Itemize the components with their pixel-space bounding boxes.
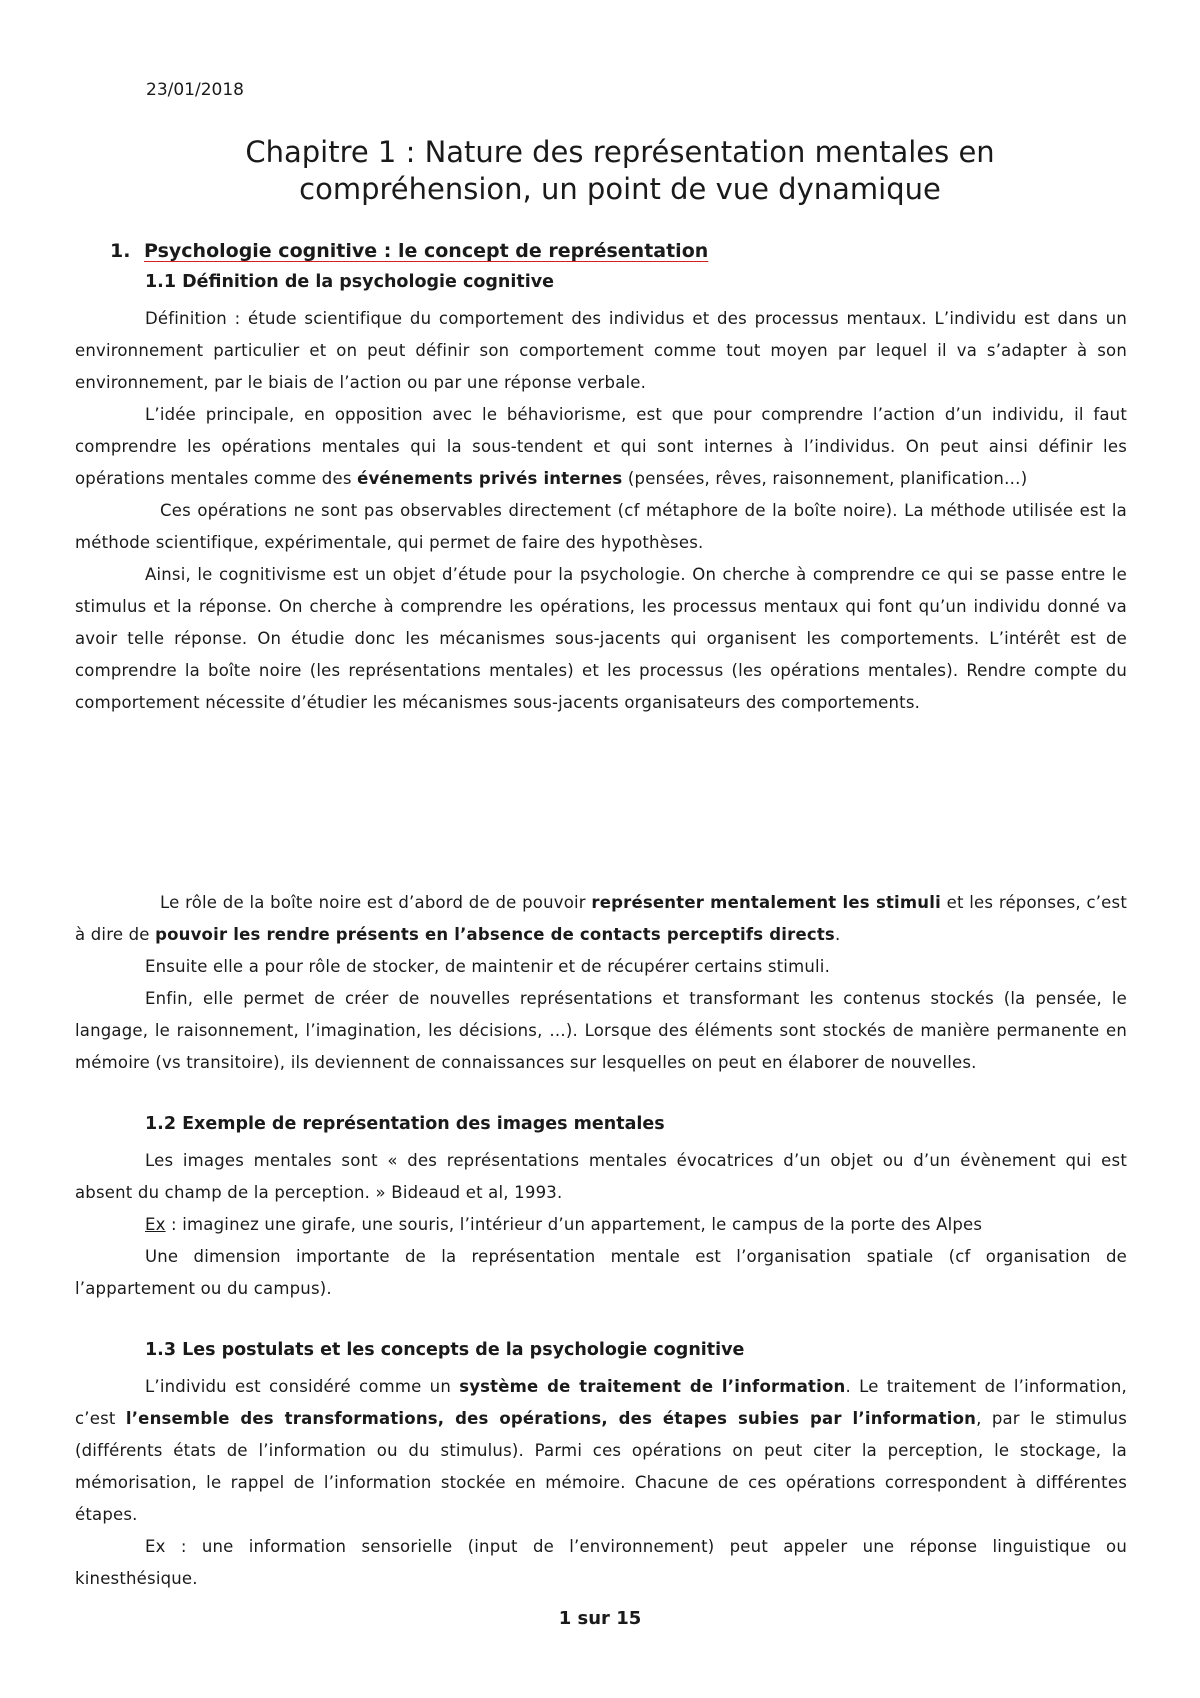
paragraph-exemple-information: Ex : une information sensorielle (input de l’environnement) peut appeler une réponse linguistique ou kinesthésique. bbox=[75, 1537, 1127, 1588]
section-1-title: Psychologie cognitive : le concept de représentation bbox=[144, 240, 709, 262]
bold-run: pouvoir les rendre présents en l’absence de contacts perceptifs directs bbox=[155, 925, 835, 944]
bold-run: l’ensemble des transformations, des opérations, des étapes subies par l’information bbox=[125, 1409, 977, 1428]
section-1-3-heading: 1.3 Les postulats et les concepts de la psychologie cognitive bbox=[145, 1340, 745, 1360]
ex-label: Ex bbox=[145, 1215, 166, 1234]
paragraph-operations: Ces opérations ne sont pas observables directement (cf métaphore de la boîte noire). La méthode utilisée est la méthode scientifique, expérimentale, qui permet de faire des hypothèses. bbox=[75, 501, 1127, 552]
paragraph-stocker: Ensuite elle a pour rôle de stocker, de maintenir et de récupérer certains stimuli. bbox=[145, 957, 831, 976]
text-run: L’individu est considéré comme un bbox=[145, 1377, 460, 1396]
section-1-2-body bbox=[75, 1145, 1127, 1305]
date: 23/01/2018 bbox=[146, 80, 244, 100]
section-1-1-body bbox=[75, 303, 1127, 719]
paragraph-enfin: Enfin, elle permet de créer de nouvelles représentations et transformant les contenus stockés (la pensée, le langage, le raisonnement, l’imagination, les décisions, …). Lorsque des éléments sont stockés de manière permanente en mémoire (vs transitoire), ils deviennent de connaissances sur lesquelles on peut en élaborer de nouvelles. bbox=[75, 989, 1127, 1072]
section-1-3-body bbox=[75, 1371, 1127, 1595]
paragraph-exemple bbox=[75, 1209, 1127, 1241]
paragraph-organisation-spatiale: Une dimension importante de la représentation mentale est l’organisation spatiale (cf organisation de l’appartement ou du campus). bbox=[75, 1247, 1127, 1298]
boite-noire-body bbox=[75, 887, 1127, 1079]
chapter-title bbox=[180, 134, 1060, 208]
section-1-number: 1. bbox=[110, 240, 131, 262]
text-run: Le rôle de la boîte noire est d’abord de de pouvoir bbox=[160, 893, 592, 912]
text-run: L’idée principale, en opposition avec le béhaviorisme, est que pour comprendre l’action d’un individu, il faut comprendre les opérations mentales qui la sous-tendent et qui sont internes à l’individus. On peut ainsi définir les opérations mentales comme des bbox=[75, 405, 1127, 488]
paragraph-definition: Définition : étude scientifique du comportement des individus et des processus mentaux. L’individu est dans un environnement particulier et on peut définir son comportement comme tout moyen par lequel il va s’adapter à son environnement, par le biais de l’action ou par une réponse verbale. bbox=[75, 309, 1127, 392]
chapter-title-line-2: compréhension, un point de vue dynamique bbox=[299, 172, 941, 206]
section-1-1-heading: 1.1 Définition de la psychologie cognitive bbox=[145, 272, 554, 292]
paragraph-images-mentales: Les images mentales sont « des représentations mentales évocatrices d’un objet ou d’un évènement qui est absent du champ de la perception. » Bideaud et al, 1993. bbox=[75, 1151, 1127, 1202]
paragraph-traitement-information bbox=[75, 1371, 1127, 1531]
chapter-title-line-1: Chapitre 1 : Nature des représentation mentales en bbox=[245, 135, 995, 169]
bold-run: représenter mentalement les stimuli bbox=[591, 893, 941, 912]
text-run: : imaginez une girafe, une souris, l’intérieur d’un appartement, le campus de la porte des Alpes bbox=[165, 1215, 983, 1234]
text-run: . Le traitement de l’information, c’est bbox=[75, 1377, 1127, 1428]
paragraph-idee-principale bbox=[75, 399, 1127, 495]
paragraph-cognitivisme: Ainsi, le cognitivisme est un objet d’étude pour la psychologie. On cherche à comprendre ce qui se passe entre le stimulus et la réponse. On cherche à comprendre les opérations, les processus mentaux qui font qu’un individu donné va avoir telle réponse. On étudie donc les mécanismes sous-jacents qui organisent les comportements. L’intérêt est de comprendre la boîte noire (les représentations mentales) et les processus (les opérations mentales). Rendre compte du comportement nécessite d’étudier les mécanismes sous-jacents organisateurs des comportements. bbox=[75, 565, 1127, 712]
paragraph-role-boite-noire bbox=[75, 887, 1127, 951]
page-number: 1 sur 15 bbox=[558, 1608, 642, 1629]
section-1-2-heading: 1.2 Exemple de représentation des images mentales bbox=[145, 1114, 665, 1134]
text-run: , par le stimulus (différents états de l’information ou du stimulus). Parmi ces opérations on peut citer la perception, le stockage, la mémorisation, le rappel de l’information stockée en mémoire. Chacune de ces opérations correspondent à différentes étapes. bbox=[75, 1409, 1127, 1524]
text-run: (pensées, rêves, raisonnement, planification…) bbox=[622, 469, 1028, 488]
bold-run: événements privés internes bbox=[357, 469, 623, 488]
text-run: et les réponses, c’est à dire de bbox=[75, 893, 1127, 944]
text-run: . bbox=[834, 925, 841, 944]
section-1-heading bbox=[110, 240, 708, 262]
bold-run: système de traitement de l’information bbox=[459, 1377, 846, 1396]
